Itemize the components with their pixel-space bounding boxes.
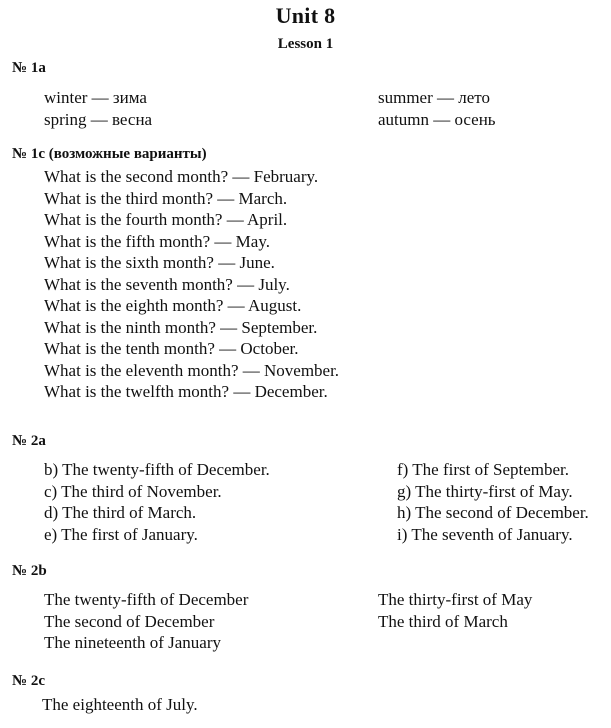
vocab-item: winter — зима (44, 88, 147, 107)
date-item: h) The second of December. (397, 503, 589, 522)
section-1a-left-column (44, 87, 152, 130)
section-1c-list (44, 166, 339, 403)
answer-line: What is the ninth month? — September. (44, 317, 318, 337)
section-1a-title: № 1a (12, 60, 46, 76)
section-1c-title: № 1c (возможные варианты) (12, 146, 207, 162)
answer-line: What is the eighth month? — August. (44, 296, 302, 315)
date-item: g) The thirty-first of May. (397, 481, 573, 501)
date-item: The thirty-first of May (378, 590, 533, 609)
date-item: f) The first of September. (397, 460, 570, 479)
date-item: c) The third of November. (44, 481, 222, 501)
answer-line: What is the fourth month? — April. (44, 210, 288, 229)
date-item: b) The twenty-fifth of December. (44, 460, 270, 479)
unit-title: Unit 8 (275, 3, 336, 28)
answer-line: What is the fifth month? — May. (44, 231, 270, 251)
date-item: e) The first of January. (44, 524, 198, 544)
date-item: i) The seventh of January. (397, 524, 573, 544)
answer-line: What is the second month? — February. (44, 167, 319, 186)
section-2c-title: № 2c (12, 673, 45, 689)
section-2a-right-column (397, 459, 589, 545)
lesson-title: Lesson 1 (277, 36, 334, 52)
date-item: The nineteenth of January (44, 633, 222, 652)
date-item: The second of December (44, 611, 215, 631)
answer-line: What is the sixth month? — June. (44, 253, 275, 272)
date-item: The eighteenth of July. (42, 695, 198, 714)
answer-line: What is the eleventh month? — November. (44, 360, 340, 380)
vocab-item: spring — весна (44, 109, 153, 129)
answer-line: What is the tenth month? — October. (44, 339, 299, 358)
section-2a-left-column (44, 459, 270, 545)
date-item: The third of March (378, 611, 508, 631)
answer-line: What is the twelfth month? — December. (44, 382, 328, 401)
section-2b-left-column (44, 589, 248, 654)
section-1a-right-column (378, 87, 496, 130)
section-2b-right-column (378, 589, 532, 632)
vocab-item: summer — лето (378, 88, 491, 107)
vocab-item: autumn — осень (378, 109, 496, 129)
answer-line: What is the seventh month? — July. (44, 274, 290, 294)
date-item: The twenty-fifth of December (44, 590, 249, 609)
date-item: d) The third of March. (44, 503, 197, 522)
section-2c-list (42, 694, 198, 716)
answer-line: What is the third month? — March. (44, 188, 288, 208)
section-2a-title: № 2a (12, 433, 46, 449)
section-2b-title: № 2b (12, 563, 47, 579)
